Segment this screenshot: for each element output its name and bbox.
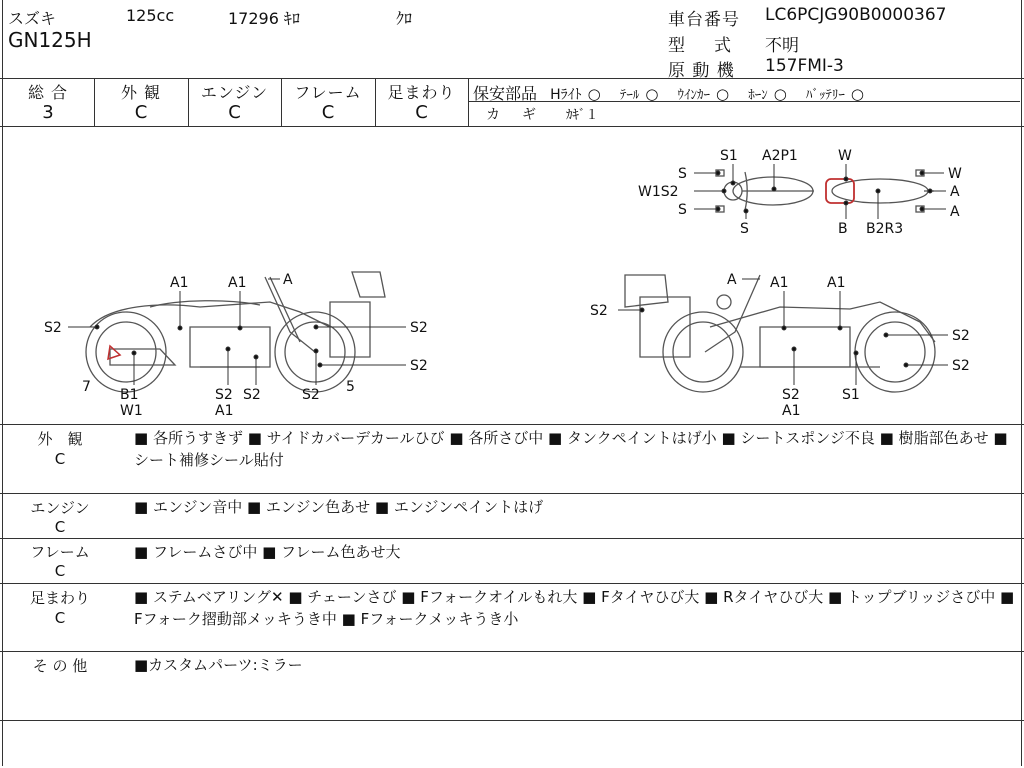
safety-battery: ﾊﾞｯﾃﾘｰ bbox=[805, 88, 845, 103]
svg-text:A1: A1 bbox=[228, 275, 247, 291]
grade-exterior: 外 観 C bbox=[120, 83, 162, 123]
safety-label: 保安部品 bbox=[473, 84, 538, 103]
svg-text:S1: S1 bbox=[720, 148, 738, 164]
safety-parts: 保安部品 Hﾗｲﾄ ○ ﾃｰﾙ ○ ｳｲﾝｶｰ ○ ﾎｰﾝ ○ ﾊﾞｯﾃﾘｰ ○ bbox=[473, 84, 864, 103]
svg-text:S1: S1 bbox=[842, 387, 860, 403]
svg-text:S2: S2 bbox=[590, 303, 608, 319]
section-engine-grade: C bbox=[54, 518, 66, 536]
svg-text:A: A bbox=[283, 272, 293, 288]
svg-text:A1: A1 bbox=[770, 275, 789, 291]
svg-text:A1: A1 bbox=[215, 403, 234, 419]
frame-number-label: 車台番号 bbox=[668, 10, 740, 30]
svg-text:W1: W1 bbox=[120, 403, 143, 419]
svg-text:A: A bbox=[950, 184, 960, 200]
svg-text:S: S bbox=[740, 221, 749, 237]
svg-text:S2: S2 bbox=[410, 320, 428, 336]
safety-headlight: Hﾗｲﾄ bbox=[550, 87, 582, 103]
svg-text:S2: S2 bbox=[302, 387, 320, 403]
mileage: 17296 ｷﾛ bbox=[228, 9, 300, 28]
key-value: ｶｷﾞ１ bbox=[566, 108, 599, 123]
section-engine-label: エンジン bbox=[30, 499, 90, 517]
safety-tail: ﾃｰﾙ bbox=[619, 88, 640, 103]
damage-diagram bbox=[0, 127, 1024, 423]
type-label: 型 式 bbox=[668, 36, 737, 56]
right-side-bike bbox=[625, 275, 935, 392]
key-label: カ ギ bbox=[486, 107, 540, 123]
maker: スズキ bbox=[8, 9, 57, 28]
svg-text:S2: S2 bbox=[215, 387, 233, 403]
model-name: GN125H bbox=[8, 28, 92, 52]
engine-model: 157FMI-3 bbox=[765, 56, 844, 76]
section-exterior-text: ■ 各所うすきず ■ サイドカバーデカールひび ■ 各所さび中 ■ タンクペイントはげ小 ■ シートスポンジ不良 ■ 樹脂部色あせ ■ シート補修シール貼付 bbox=[134, 429, 1008, 469]
section-engine-text: ■ エンジン音中 ■ エンジン色あせ ■ エンジンペイントはげ bbox=[134, 498, 544, 516]
svg-text:S2: S2 bbox=[44, 320, 62, 336]
type-value: 不明 bbox=[765, 36, 799, 56]
grade-suspension: 足まわり C bbox=[387, 83, 456, 123]
top-view-bike bbox=[716, 170, 934, 212]
grade-frame: フレーム C bbox=[294, 83, 362, 123]
svg-text:B1: B1 bbox=[120, 387, 139, 403]
svg-text:S2: S2 bbox=[952, 358, 970, 374]
section-frame-text: ■ フレームさび中 ■ フレーム色あせ大 bbox=[134, 543, 401, 561]
section-exterior-grade: C bbox=[54, 450, 66, 468]
svg-text:S: S bbox=[678, 166, 687, 182]
svg-text:S2: S2 bbox=[952, 328, 970, 344]
svg-text:A: A bbox=[727, 272, 737, 288]
svg-text:S2: S2 bbox=[410, 358, 428, 374]
section-frame-grade: C bbox=[54, 562, 66, 580]
section-suspension-label: 足まわり bbox=[29, 589, 90, 607]
frame-number: LC6PCJG90B0000367 bbox=[765, 5, 947, 25]
svg-text:B2R3: B2R3 bbox=[866, 221, 904, 237]
svg-text:A1: A1 bbox=[827, 275, 846, 291]
svg-text:W: W bbox=[948, 166, 962, 182]
safety-horn: ﾎｰﾝ bbox=[748, 88, 768, 103]
section-other-label: そ の 他 bbox=[32, 657, 88, 675]
svg-text:5: 5 bbox=[346, 379, 355, 395]
svg-text:7: 7 bbox=[82, 379, 91, 395]
svg-text:S: S bbox=[678, 202, 687, 218]
engine-label: 原 動 機 bbox=[668, 61, 735, 81]
svg-text:A1: A1 bbox=[782, 403, 801, 419]
svg-text:A: A bbox=[950, 204, 960, 220]
color: ｸﾛ bbox=[396, 9, 413, 28]
section-frame-label: フレーム bbox=[30, 543, 90, 561]
svg-text:B: B bbox=[838, 221, 848, 237]
svg-text:A1: A1 bbox=[170, 275, 189, 291]
svg-text:A2P1: A2P1 bbox=[762, 148, 798, 164]
svg-text:S2: S2 bbox=[243, 387, 261, 403]
grade-engine: エンジン C bbox=[200, 83, 269, 123]
section-exterior-label: 外 観 bbox=[37, 430, 83, 448]
section-suspension-grade: C bbox=[54, 609, 66, 627]
safety-winker: ｳｲﾝｶｰ bbox=[677, 88, 711, 103]
displacement: 125cc bbox=[126, 6, 175, 25]
svg-text:W: W bbox=[838, 148, 852, 164]
svg-text:S2: S2 bbox=[782, 387, 800, 403]
grade-overall: 総 合 3 bbox=[27, 83, 69, 123]
section-suspension-text: ■ ステムベアリング✕ ■ チェーンさび ■ Fフォークオイルもれ大 ■ Fタイヤひび大 ■ Rタイヤひび大 ■ トップブリッジさび中 ■ Fフォーク摺動部メッキうき中 ■ Fフォークメッキうき小 bbox=[134, 588, 1015, 628]
section-other-text: ■カスタムパーツ:ミラー bbox=[134, 656, 303, 674]
svg-text:W1S2: W1S2 bbox=[638, 184, 679, 200]
